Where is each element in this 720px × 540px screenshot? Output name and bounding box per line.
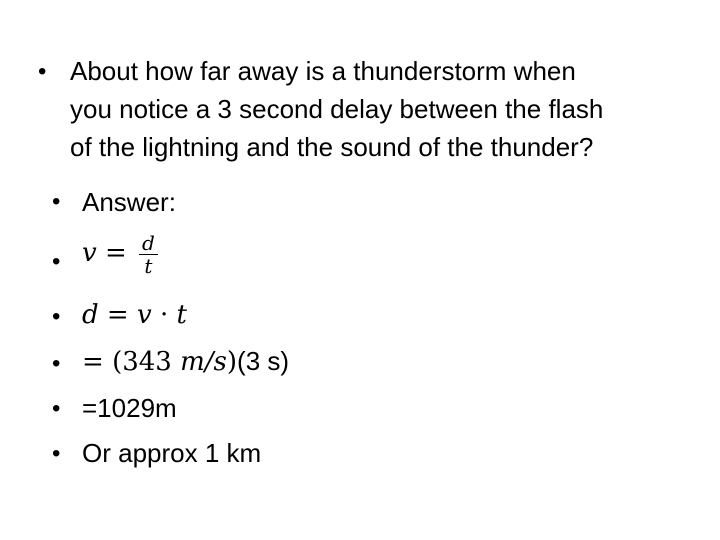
eq2-v: v <box>136 300 152 330</box>
eq1-equals: = <box>104 238 127 268</box>
equation-distance <box>82 300 187 330</box>
eq2-equals: = <box>106 300 129 330</box>
bullet-eq1: • <box>52 248 61 275</box>
eq3-unit: m/s <box>180 347 227 377</box>
bullet-question: • <box>38 58 47 85</box>
eq1-numerator: d <box>139 232 158 255</box>
answer-label: Answer: <box>82 187 176 217</box>
question-text <box>70 52 690 166</box>
eq1-fraction <box>139 232 158 277</box>
eq3-open: (343 <box>112 347 181 377</box>
bullet-answer: • <box>52 188 61 215</box>
bullet-approx: • <box>52 440 61 467</box>
question-line-1: About how far away is a thunderstorm when <box>70 56 576 86</box>
eq1-lhs: v <box>82 238 97 268</box>
approx-text: Or approx 1 km <box>82 438 262 468</box>
equation-velocity <box>82 230 158 277</box>
eq2-dot: · <box>159 300 169 330</box>
bullet-eq2: • <box>52 303 61 330</box>
question-line-3: of the lightning and the sound of the thunder? <box>70 132 594 162</box>
eq2-t: t <box>176 300 187 330</box>
eq1-denominator: t <box>144 253 153 278</box>
question-line-2: you notice a 3 second delay between the flash <box>70 94 604 124</box>
bullet-eq3: • <box>52 350 61 377</box>
eq3-equals: = <box>82 347 104 377</box>
eq3-close: ) <box>226 347 238 377</box>
bullet-result: • <box>52 395 61 422</box>
eq3-rest: (3 s) <box>237 346 290 376</box>
equation-substitution <box>82 346 289 377</box>
eq2-lhs: d <box>82 300 99 330</box>
result-text: =1029m <box>82 393 177 423</box>
